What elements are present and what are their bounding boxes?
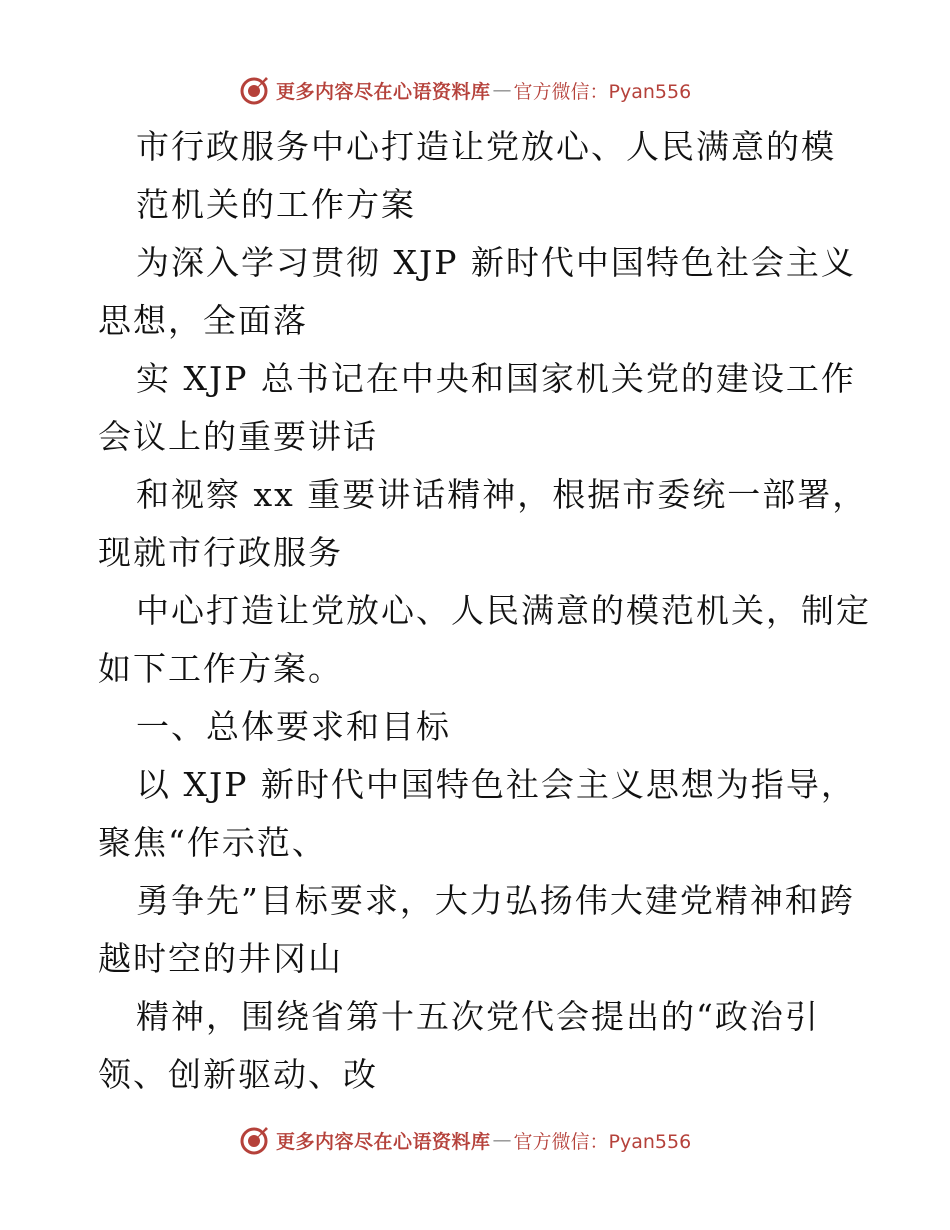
text-line: 以 XJP 新时代中国特色社会主义思想为指导，	[136, 765, 856, 804]
watermark-wechat: 官方微信：Pyan556	[513, 1130, 692, 1153]
header-watermark	[238, 73, 691, 107]
text-line: 思想，全面落	[98, 301, 308, 340]
text-line: 范机关的工作方案	[136, 185, 416, 224]
text-line: 聚焦“作示范、	[98, 823, 327, 862]
document-body	[98, 118, 898, 1104]
text-line: 如下工作方案。	[98, 649, 343, 688]
text-line: 领、创新驱动、改	[98, 1055, 378, 1094]
watermark-separator: —	[492, 79, 512, 101]
text-line: 中心打造让党放心、人民满意的模范机关，制定	[136, 591, 871, 630]
text-line: 市行政服务中心打造让党放心、人民满意的模	[136, 127, 836, 166]
watermark-wechat: 官方微信：Pyan556	[513, 80, 692, 103]
quill-seal-icon	[238, 1124, 270, 1156]
text-line: 为深入学习贯彻 XJP 新时代中国特色社会主义	[136, 243, 856, 282]
section-heading: 一、总体要求和目标	[136, 707, 451, 746]
text-line: 实 XJP 总书记在中央和国家机关党的建设工作	[136, 359, 856, 398]
text-line: 精神，围绕省第十五次党代会提出的“政治引	[136, 997, 820, 1036]
footer-watermark	[238, 1123, 691, 1157]
text-line: 越时空的井冈山	[98, 939, 343, 978]
watermark-text: 更多内容尽在心语资料库	[276, 1130, 491, 1153]
watermark-text: 更多内容尽在心语资料库	[276, 80, 491, 103]
text-line: 勇争先”目标要求，大力弘扬伟大建党精神和跨	[136, 881, 855, 920]
text-line: 会议上的重要讲话	[98, 417, 378, 456]
text-line: 现就市行政服务	[98, 533, 343, 572]
text-line: 和视察 xx 重要讲话精神，根据市委统一部署，	[136, 475, 868, 514]
quill-seal-icon	[238, 74, 270, 106]
watermark-separator: —	[492, 1129, 512, 1151]
